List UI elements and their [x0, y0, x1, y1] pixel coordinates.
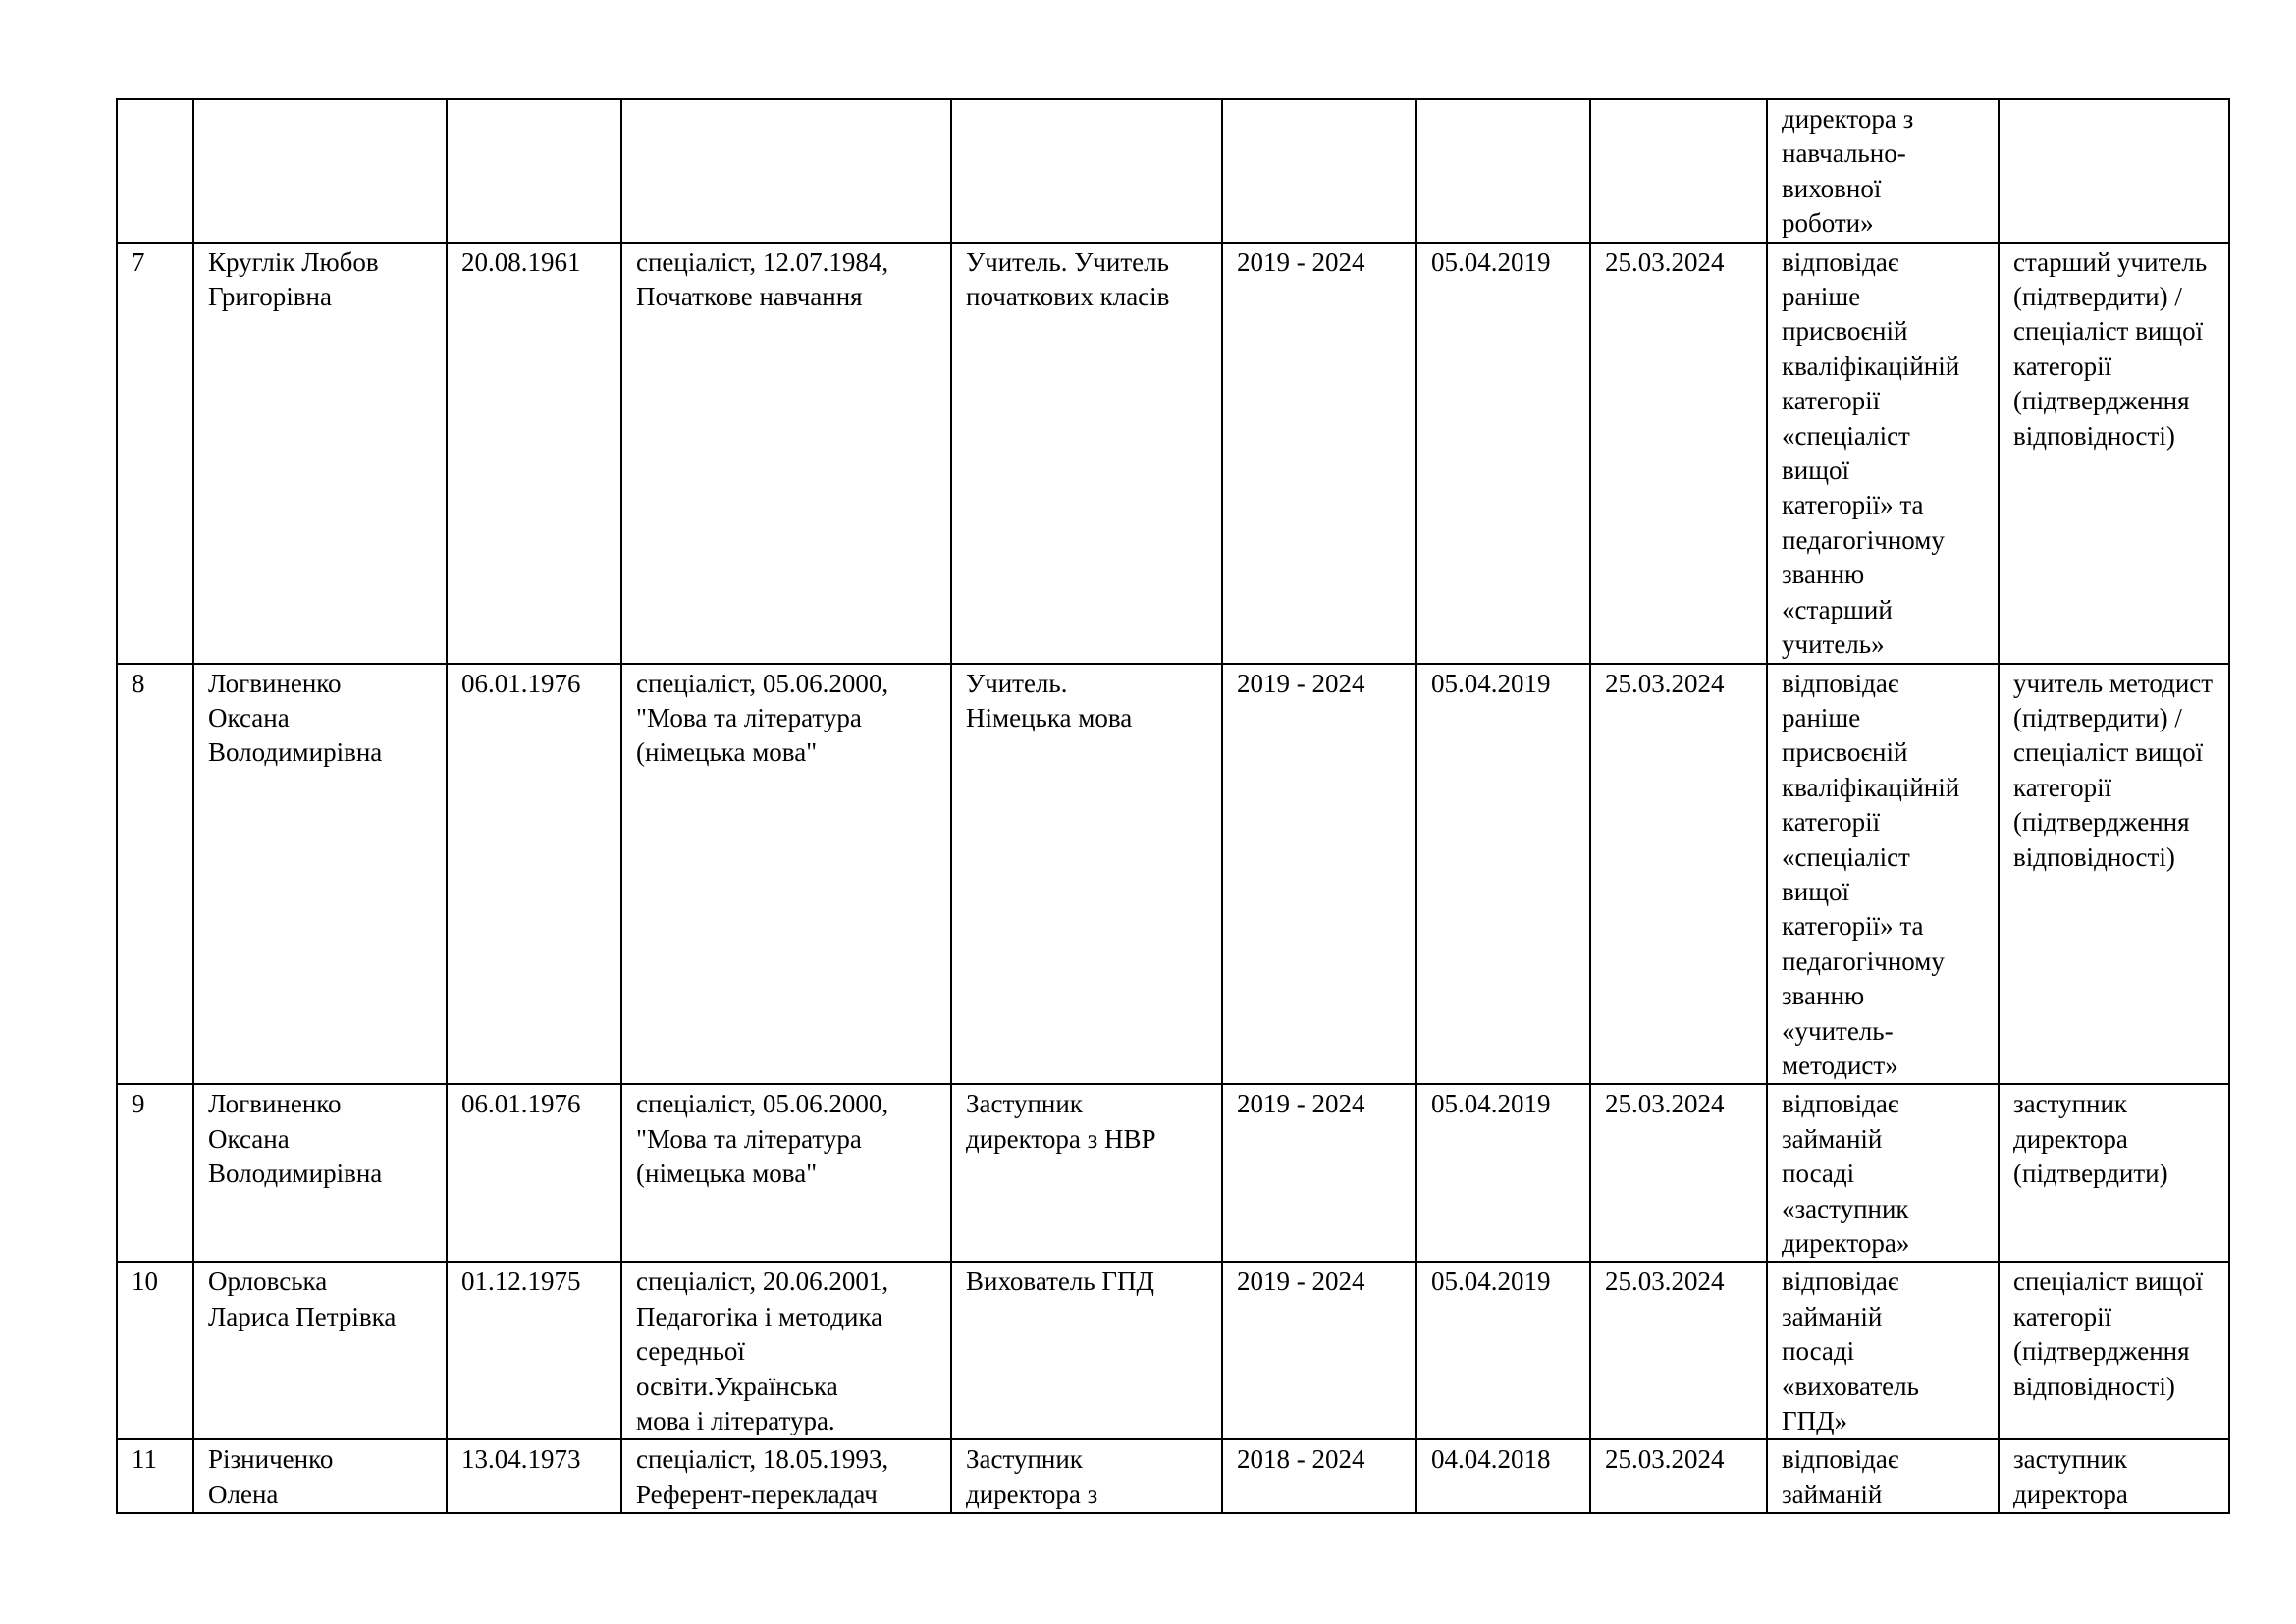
cell-conclusion: відповідає займаній: [1767, 1439, 1999, 1513]
cell-date-to: 25.03.2024: [1590, 1439, 1767, 1513]
cell-period: 2019 - 2024: [1222, 1084, 1416, 1262]
cell-date-to: 25.03.2024: [1590, 243, 1767, 664]
cell-position: Вихователь ГПД: [951, 1262, 1222, 1439]
cell-recommendation: заступник директора: [1999, 1439, 2229, 1513]
cell-name: Орловська Лариса Петрівка: [193, 1262, 447, 1439]
cell-period: 2019 - 2024: [1222, 243, 1416, 664]
cell-name: Логвиненко Оксана Володимирівна: [193, 1084, 447, 1262]
cell-date-from: 05.04.2019: [1416, 1262, 1590, 1439]
cell-conclusion: відповідає займаній посаді «заступник директора»: [1767, 1084, 1999, 1262]
cell-name: Різниченко Олена: [193, 1439, 447, 1513]
cell-number: 9: [117, 1084, 193, 1262]
cell-date-from: 04.04.2018: [1416, 1439, 1590, 1513]
cell-date-to: 25.03.2024: [1590, 1262, 1767, 1439]
cell-date-to: 25.03.2024: [1590, 664, 1767, 1085]
cell-conclusion: відповідає раніше присвоєній кваліфікаційній категорії «спеціаліст вищої категорії» та педагогічному званню «старший учитель»: [1767, 243, 1999, 664]
cell-position: Заступник директора з: [951, 1439, 1222, 1513]
cell-number: [117, 99, 193, 243]
cell-number: 7: [117, 243, 193, 664]
cell-birth-date: 06.01.1976: [447, 1084, 621, 1262]
cell-period: [1222, 99, 1416, 243]
cell-birth-date: 01.12.1975: [447, 1262, 621, 1439]
cell-name: [193, 99, 447, 243]
cell-number: 8: [117, 664, 193, 1085]
cell-date-to: 25.03.2024: [1590, 1084, 1767, 1262]
cell-recommendation: старший учитель (підтвердити) / спеціаліст вищої категорії (підтвердження відповідності): [1999, 243, 2229, 664]
cell-conclusion: директора з навчально- виховної роботи»: [1767, 99, 1999, 243]
cell-recommendation: учитель методист (підтвердити) / спеціаліст вищої категорії (підтвердження відповідності): [1999, 664, 2229, 1085]
cell-position: Учитель. Учитель початкових класів: [951, 243, 1222, 664]
cell-birth-date: 20.08.1961: [447, 243, 621, 664]
cell-date-from: 05.04.2019: [1416, 664, 1590, 1085]
cell-conclusion: відповідає раніше присвоєній кваліфікаційній категорії «спеціаліст вищої категорії» та педагогічному званню «учитель- методист»: [1767, 664, 1999, 1085]
cell-education: [621, 99, 951, 243]
table-row: [117, 243, 2229, 664]
cell-period: 2019 - 2024: [1222, 1262, 1416, 1439]
cell-education: спеціаліст, 05.06.2000, "Мова та література (німецька мова": [621, 664, 951, 1085]
cell-birth-date: 06.01.1976: [447, 664, 621, 1085]
cell-date-from: 05.04.2019: [1416, 243, 1590, 664]
table-row: [117, 99, 2229, 243]
cell-date-from: 05.04.2019: [1416, 1084, 1590, 1262]
cell-position: Заступник директора з НВР: [951, 1084, 1222, 1262]
cell-period: 2019 - 2024: [1222, 664, 1416, 1085]
table-row: [117, 1262, 2229, 1439]
cell-education: спеціаліст, 20.06.2001, Педагогіка і методика середньої освіти.Українська мова і література.: [621, 1262, 951, 1439]
cell-name: Круглік Любов Григорівна: [193, 243, 447, 664]
cell-recommendation: заступник директора (підтвердити): [1999, 1084, 2229, 1262]
cell-recommendation: спеціаліст вищої категорії (підтвердження відповідності): [1999, 1262, 2229, 1439]
table-row: [117, 664, 2229, 1085]
cell-conclusion: відповідає займаній посаді «вихователь ГПД»: [1767, 1262, 1999, 1439]
cell-date-from: [1416, 99, 1590, 243]
cell-birth-date: 13.04.1973: [447, 1439, 621, 1513]
cell-date-to: [1590, 99, 1767, 243]
cell-education: спеціаліст, 05.06.2000, "Мова та література (німецька мова": [621, 1084, 951, 1262]
cell-recommendation: [1999, 99, 2229, 243]
attestation-table: [116, 98, 2230, 1514]
cell-number: 11: [117, 1439, 193, 1513]
cell-position: Учитель. Німецька мова: [951, 664, 1222, 1085]
table-row: [117, 1084, 2229, 1262]
cell-name: Логвиненко Оксана Володимирівна: [193, 664, 447, 1085]
cell-period: 2018 - 2024: [1222, 1439, 1416, 1513]
cell-education: спеціаліст, 12.07.1984, Початкове навчання: [621, 243, 951, 664]
cell-number: 10: [117, 1262, 193, 1439]
cell-position: [951, 99, 1222, 243]
table-row: [117, 1439, 2229, 1513]
cell-education: спеціаліст, 18.05.1993, Референт-перекладач: [621, 1439, 951, 1513]
cell-birth-date: [447, 99, 621, 243]
